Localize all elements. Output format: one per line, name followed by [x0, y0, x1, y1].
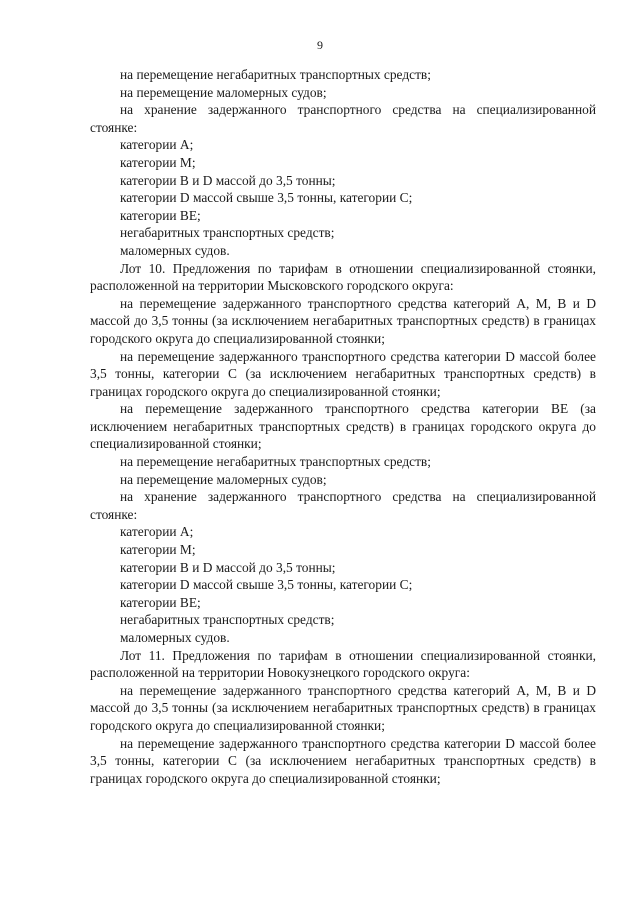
paragraph: на перемещение задержанного транспортного средства категорий А, М, В и D массой до 3,5 тонны (за исключением негабаритных транспортных средств) в границах городского округа до специализированной стоянки; [90, 682, 596, 733]
list-item: категории B и D массой до 3,5 тонны; [120, 172, 336, 188]
list-item: негабаритных транспортных средств; [120, 225, 335, 241]
list-item: категории А; [120, 137, 194, 153]
paragraph: на хранение задержанного транспортного средства на специализированной стоянке: [90, 102, 596, 135]
list-item: категории ВЕ; [120, 207, 201, 223]
list-item: маломерных судов. [120, 630, 230, 645]
page-number: 9 [317, 38, 323, 52]
list-item: категории B и D массой до 3,5 тонны; [120, 559, 336, 575]
paragraph: на перемещение маломерных судов; [120, 471, 327, 487]
list-item: категории А; [120, 524, 194, 540]
document-body [90, 66, 596, 787]
list-item: категории D массой свыше 3,5 тонны, категории С; [120, 577, 413, 593]
paragraph: на перемещение негабаритных транспортных средств; [120, 67, 431, 82]
list-item: категории D массой свыше 3,5 тонны, категории С; [120, 190, 413, 206]
paragraph: на перемещение негабаритных транспортных средств; [120, 454, 431, 470]
paragraph: на перемещение задержанного транспортного средства категорий А, М, В и D массой до 3,5 тонны (за исключением негабаритных транспортных средств) в границах городского округа до специализированной стоянки; [90, 295, 596, 346]
list-item: категории ВЕ; [120, 594, 201, 610]
paragraph: на перемещение задержанного транспортного средства категории ВЕ (за исключением негабаритных транспортных средств) в границах городского округа до специализированной стоянки; [90, 401, 596, 452]
list-item: негабаритных транспортных средств; [120, 612, 335, 628]
list-item: маломерных судов. [120, 242, 230, 258]
list-item: категории М; [120, 154, 196, 170]
paragraph: на перемещение задержанного транспортного средства категории D массой более 3,5 тонны, категории С (за исключением негабаритных транспортных средств) в границах городского округа до специализированной стоянки; [90, 348, 596, 399]
list-item: категории М; [120, 542, 196, 558]
paragraph: на перемещение задержанного транспортного средства категории D массой более 3,5 тонны, категории С (за исключением негабаритных транспортных средств) в границах городского округа до специализированной стоянки; [90, 735, 596, 786]
lot-heading: Лот 10. Предложения по тарифам в отношении специализированной стоянки, расположенной на территории Мысковского городского округа: [90, 260, 596, 294]
paragraph: на хранение задержанного транспортного средства на специализированной стоянке: [90, 489, 596, 522]
paragraph: на перемещение маломерных судов; [120, 84, 327, 100]
lot-heading: Лот 11. Предложения по тарифам в отношении специализированной стоянки, расположенной на территории Новокузнецкого городского округа: [90, 647, 596, 681]
